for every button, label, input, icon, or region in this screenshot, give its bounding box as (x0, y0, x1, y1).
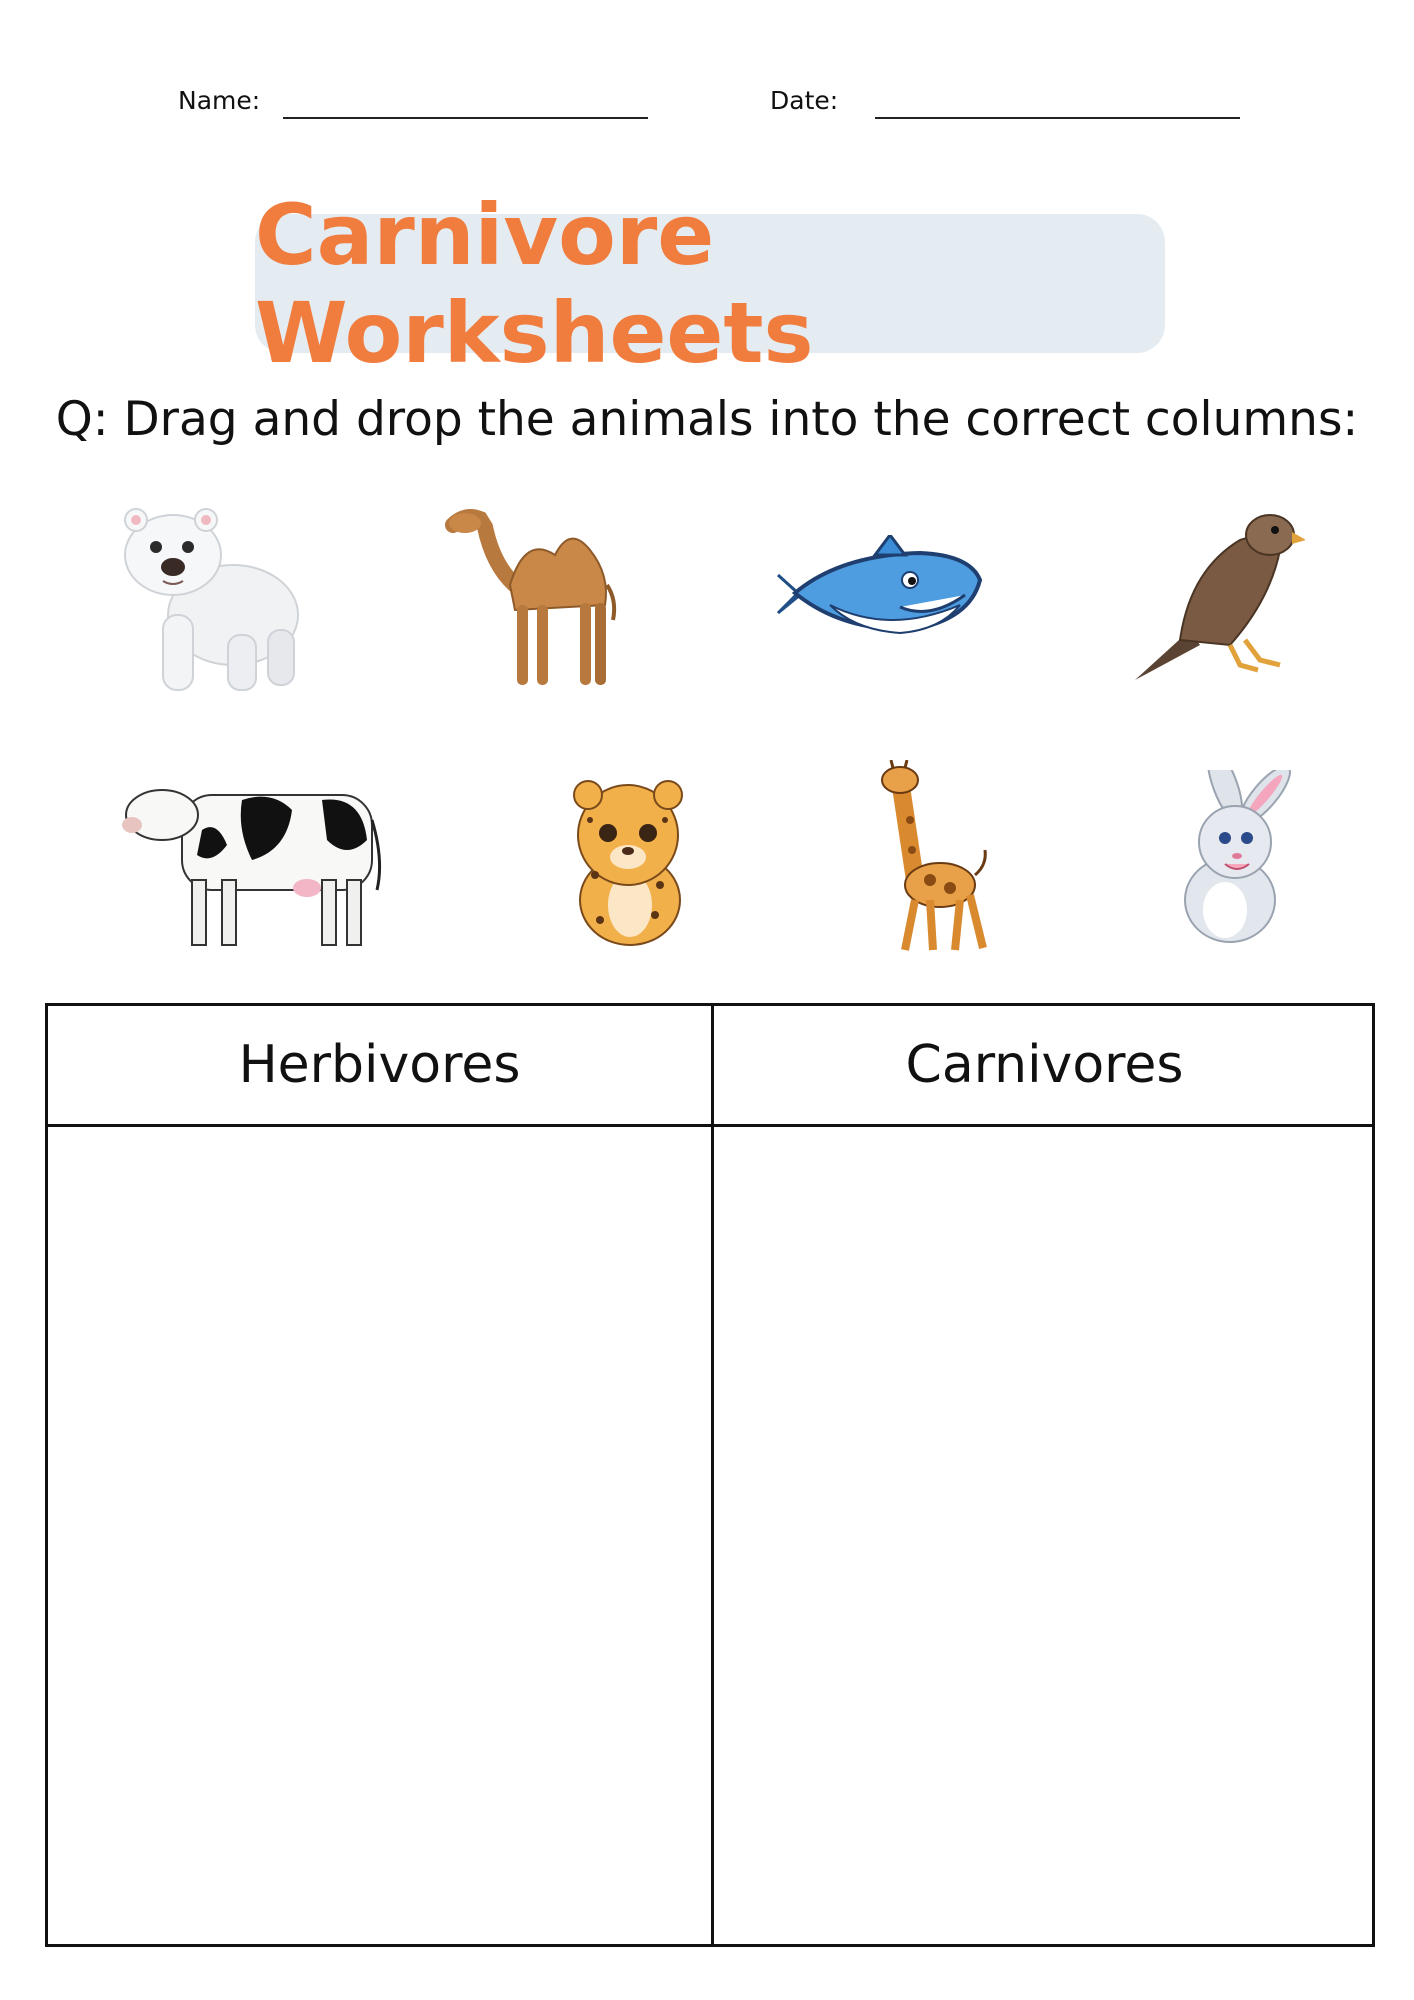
eagle-icon[interactable] (1130, 510, 1305, 685)
title-banner (255, 185, 1165, 382)
page-title: Carnivore Worksheets (255, 185, 814, 382)
carnivores-column-header: Carnivores (905, 1035, 1184, 1095)
date-label: Date: (770, 86, 839, 115)
leopard-cub-icon[interactable] (560, 775, 695, 950)
polar-bear-icon[interactable] (118, 505, 303, 695)
carnivores-drop-zone[interactable] (714, 1127, 1374, 1947)
giraffe-icon[interactable] (875, 760, 990, 955)
name-field[interactable] (283, 117, 648, 119)
herbivores-drop-zone[interactable] (48, 1127, 708, 1947)
rabbit-icon[interactable] (1165, 770, 1305, 950)
name-label: Name: (178, 86, 261, 115)
date-field[interactable] (875, 117, 1240, 119)
shark-icon[interactable] (770, 535, 985, 655)
question-text: Q: Drag and drop the animals into the correct columns: (55, 392, 1359, 447)
cow-icon[interactable] (122, 770, 382, 950)
camel-icon[interactable] (445, 505, 620, 695)
herbivores-column-header: Herbivores (238, 1035, 521, 1095)
sorting-table (45, 1003, 1375, 1947)
